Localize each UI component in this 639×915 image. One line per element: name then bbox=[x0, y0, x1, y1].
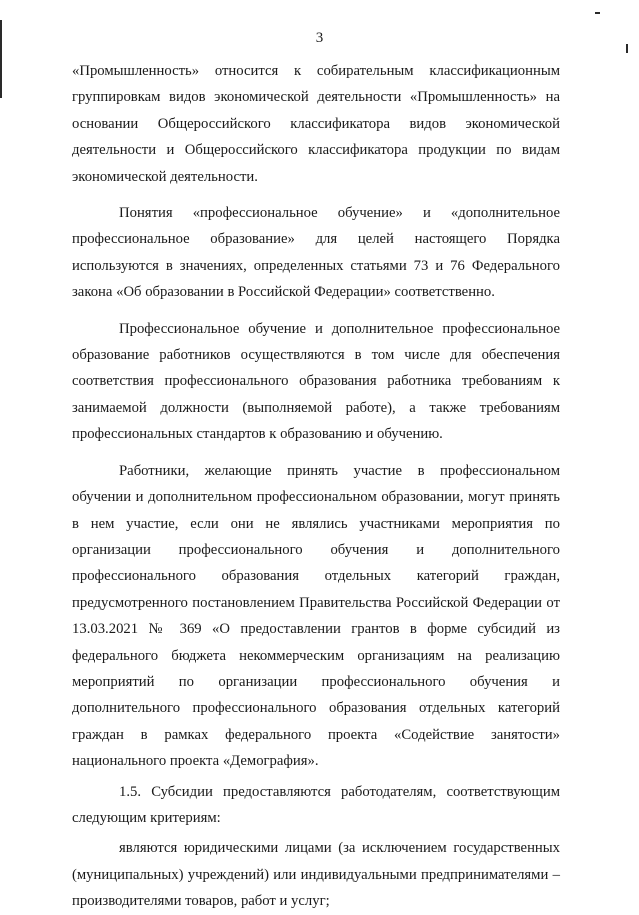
scan-artifact bbox=[595, 12, 600, 14]
paragraph-training-concepts: Понятия «профессиональное обучение» и «дополнительное профессиональное образование» для целей настоящего Порядка используются в значениях, определенных статьями 73 и 76 Федерального закона «Об образовании в Российской Федерации» соответственно. bbox=[72, 205, 560, 301]
page-number: 3 bbox=[315, 30, 324, 46]
document-body bbox=[72, 58, 560, 915]
paragraph-training-purpose: Профессиональное обучение и дополнительное профессиональное образование работников осуществляются в том числе для обеспечения соответствия профессионального образования работника требованиям к занимаемой должности (выполняемой работе), а также требованиям профессиональных стандартов к образованию и обучению. bbox=[72, 320, 560, 443]
paragraph-subsidy-criteria: 1.5. Субсидии предоставляются работодателям, соответствующим следующим критериям: bbox=[72, 783, 560, 826]
paragraph-industry-definition: «Промышленность» относится к собирательным классификационным группировкам видов экономической деятельности «Промышленность» на основании Общероссийского классификатора видов экономической деятельности и Общероссийского классификатора продукции по видам экономической деятельности. bbox=[72, 63, 560, 185]
paragraph-criterion-legal-entities: являются юридическими лицами (за исключением государственных (муниципальных) учреждений) или индивидуальными предпринимателями – производителями товаров, работ и услуг; bbox=[72, 840, 560, 910]
paragraph-worker-eligibility: Работники, желающие принять участие в профессиональном обучении и дополнительном профессиональном образовании, могут принять в нем участие, если они не являлись участниками мероприятия по организации профессионального обучения и дополнительного профессионального образования отдельных категорий граждан, предусмотренного постановлением Правительства Российской Федерации от 13.03.2021 № 369 «О предоставлении грантов в форме субсидий из федерального бюджета некоммерческим организациям на реализацию мероприятий по организации профессионального обучения и дополнительного профессионального образования отдельных категорий граждан в рамках федерального проекта «Содействие занятости» национального проекта «Демография». bbox=[72, 462, 560, 770]
